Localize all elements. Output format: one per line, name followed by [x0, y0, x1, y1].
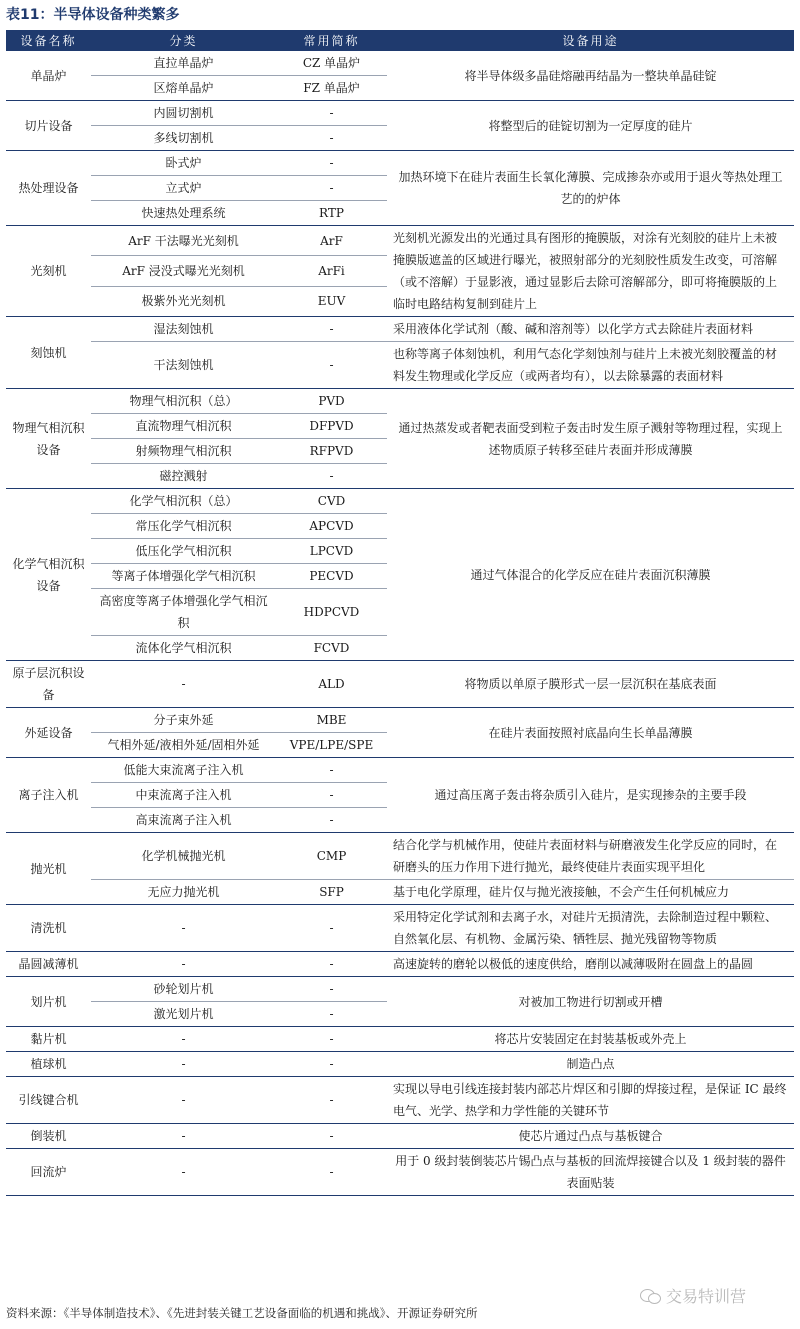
abbreviation-cell: - — [276, 126, 387, 151]
equipment-name: 化学气相沉积设备 — [6, 489, 91, 661]
table-row — [6, 905, 794, 952]
header-cell: 设备名称 — [6, 30, 91, 51]
equipment-name: 离子注入机 — [6, 758, 91, 833]
equipment-name: 刻蚀机 — [6, 317, 91, 389]
abbreviation-cell: - — [276, 1124, 387, 1149]
abbreviation-cell: - — [276, 101, 387, 126]
category-cell: 磁控溅射 — [91, 464, 276, 489]
abbreviation-cell: - — [276, 151, 387, 176]
equipment-name: 物理气相沉积设备 — [6, 389, 91, 489]
table-row — [6, 389, 794, 414]
category-cell: 卧式炉 — [91, 151, 276, 176]
category-cell: - — [91, 905, 276, 952]
table-row — [6, 833, 794, 880]
equipment-name: 热处理设备 — [6, 151, 91, 226]
equipment-name: 回流炉 — [6, 1149, 91, 1196]
abbreviation-cell: - — [276, 783, 387, 808]
usage-cell: 采用液体化学试剂（酸、碱和溶剂等）以化学方式去除硅片表面材料 — [387, 317, 794, 342]
abbreviation-cell: VPE/LPE/SPE — [276, 733, 387, 758]
abbreviation-cell: LPCVD — [276, 539, 387, 564]
category-cell: 中束流离子注入机 — [91, 783, 276, 808]
equipment-name: 植球机 — [6, 1052, 91, 1077]
wechat-icon — [640, 1287, 662, 1305]
abbreviation-cell: - — [276, 758, 387, 783]
table-row — [6, 1052, 794, 1077]
category-cell: 多线切割机 — [91, 126, 276, 151]
category-cell: 高密度等离子体增强化学气相沉积 — [91, 589, 276, 636]
usage-cell: 基于电化学原理，硅片仅与抛光液接触，不会产生任何机械应力 — [387, 880, 794, 905]
table-row — [6, 51, 794, 76]
usage-cell: 将物质以单原子膜形式一层一层沉积在基底表面 — [387, 661, 794, 708]
abbreviation-cell: CZ 单晶炉 — [302, 56, 361, 70]
abbreviation-cell: ArFi — [276, 256, 387, 286]
equipment-name: 清洗机 — [6, 905, 91, 952]
usage-cell: 通过热蒸发或者靶表面受到粒子轰击时发生原子溅射等物理过程，实现上述物质原子转移至硅片表面并形成薄膜 — [387, 389, 794, 489]
abbreviation-cell: - — [276, 1052, 387, 1077]
abbreviation-cell: PECVD — [276, 564, 387, 589]
table-row — [6, 952, 794, 977]
category-cell: 极紫外光光刻机 — [91, 286, 276, 316]
usage-cell: 也称等离子体刻蚀机，利用气态化学刻蚀剂与硅片上未被光刻胶覆盖的材料发生物理或化学反应（或两者均有），以去除暴露的表面材料 — [387, 342, 794, 389]
usage-cell: 将整型后的硅锭切割为一定厚度的硅片 — [387, 101, 794, 151]
table-row — [6, 151, 794, 176]
equipment-name: 光刻机 — [6, 226, 91, 317]
header-row — [6, 30, 794, 51]
equipment-name: 引线键合机 — [6, 1077, 91, 1124]
category-cell: - — [91, 1149, 276, 1196]
abbreviation-cell: DFPVD — [276, 414, 387, 439]
abbreviation-cell: RTP — [276, 201, 387, 226]
category-cell: 直拉单晶炉 — [153, 56, 214, 70]
usage-cell: 将芯片安装固定在封装基板或外壳上 — [387, 1027, 794, 1052]
watermark — [640, 1284, 746, 1307]
abbreviation-cell: - — [276, 905, 387, 952]
equipment-name: 切片设备 — [6, 101, 91, 151]
usage-cell: 实现以导电引线连接封装内部芯片焊区和引脚的焊接过程，是保证 IC 最终电气、光学、热学和力学性能的关键环节 — [387, 1077, 794, 1124]
category-cell: 立式炉 — [91, 176, 276, 201]
header-cell: 常用简称 — [276, 30, 387, 51]
abbreviation-cell: - — [276, 977, 387, 1002]
equipment-table — [6, 30, 794, 1196]
table-row — [6, 1124, 794, 1149]
equipment-name: 晶圆减薄机 — [6, 952, 91, 977]
abbreviation-cell: CMP — [276, 833, 387, 880]
category-cell: - — [91, 952, 276, 977]
abbreviation-cell: SFP — [276, 880, 387, 905]
table-row — [6, 101, 794, 126]
category-cell: 低压化学气相沉积 — [91, 539, 276, 564]
abbreviation-cell: HDPCVD — [276, 589, 387, 636]
category-cell: - — [91, 1027, 276, 1052]
category-cell: - — [91, 661, 276, 708]
category-cell: 干法刻蚀机 — [91, 342, 276, 389]
usage-cell: 对被加工物进行切割或开槽 — [387, 977, 794, 1027]
category-cell: 常压化学气相沉积 — [91, 514, 276, 539]
category-cell: - — [91, 1124, 276, 1149]
abbreviation-cell: - — [276, 1149, 387, 1196]
category-cell: 快速热处理系统 — [91, 201, 276, 226]
usage-cell: 光刻机光源发出的光通过具有图形的掩膜版，对涂有光刻胶的硅片上未被掩膜版遮盖的区域进行曝光，被照射部分的光刻胶性质发生改变，可溶解（或不溶解）于显影液，通过显影后去除可溶解部分，即可将掩膜版的上临时电路结构复制到硅片上 — [387, 226, 794, 317]
category-cell: 无应力抛光机 — [91, 880, 276, 905]
table-row — [6, 1077, 794, 1124]
category-cell: 气相外延/液相外延/固相外延 — [91, 733, 276, 758]
category-cell: 物理气相沉积（总） — [91, 389, 276, 414]
equipment-name: 外延设备 — [6, 708, 91, 758]
header-cell: 分类 — [91, 30, 276, 51]
usage-cell: 高速旋转的磨轮以极低的速度供给，磨削以减薄吸附在圆盘上的晶圆 — [387, 952, 794, 977]
abbreviation-cell: MBE — [276, 708, 387, 733]
category-cell: 激光划片机 — [91, 1002, 276, 1027]
category-cell: 化学机械抛光机 — [91, 833, 276, 880]
equipment-name: 倒装机 — [6, 1124, 91, 1149]
usage-cell: 加热环境下在硅片表面生长氧化薄膜、完成掺杂亦或用于退火等热处理工艺的的炉体 — [387, 151, 794, 226]
category-cell: 化学气相沉积（总） — [91, 489, 276, 514]
table-row — [6, 226, 794, 256]
equipment-name: 划片机 — [6, 977, 91, 1027]
abbreviation-cell: ArF — [276, 226, 387, 256]
usage-cell: 在硅片表面按照衬底晶向生长单晶薄膜 — [387, 708, 794, 758]
table-row — [6, 977, 794, 1002]
abbreviation-cell: PVD — [276, 389, 387, 414]
equipment-name: 单晶炉 — [30, 68, 67, 83]
category-cell: 高束流离子注入机 — [91, 808, 276, 833]
equipment-name: 原子层沉积设备 — [6, 661, 91, 708]
source-note: 资料来源：《半导体制造技术》、《先进封装关键工艺设备面临的机遇和挑战》、开源证券研究所 — [6, 1306, 478, 1320]
abbreviation-cell: APCVD — [276, 514, 387, 539]
table-row — [6, 708, 794, 733]
category-cell: 分子束外延 — [91, 708, 276, 733]
table-row — [6, 1027, 794, 1052]
table-row — [6, 661, 794, 708]
equipment-name: 抛光机 — [6, 833, 91, 905]
equipment-name: 黏片机 — [6, 1027, 91, 1052]
category-cell: 流体化学气相沉积 — [91, 636, 276, 661]
usage-cell: 通过气体混合的化学反应在硅片表面沉积薄膜 — [387, 489, 794, 661]
abbreviation-cell: CVD — [276, 489, 387, 514]
abbreviation-cell: - — [276, 317, 387, 342]
abbreviation-cell: RFPVD — [276, 439, 387, 464]
abbreviation-cell: - — [276, 1002, 387, 1027]
usage-cell: 用于 0 级封装倒装芯片锡凸点与基板的回流焊接键合以及 1 级封装的器件表面贴装 — [387, 1149, 794, 1196]
usage-cell: 结合化学与机械作用，使硅片表面材料与研磨液发生化学反应的同时，在研磨头的压力作用下进行抛光，最终使硅片表面实现平坦化 — [387, 833, 794, 880]
category-cell: 区熔单晶炉 — [91, 76, 276, 101]
abbreviation-cell: FZ 单晶炉 — [276, 76, 387, 101]
header-cell: 设备用途 — [387, 30, 794, 51]
category-cell: 直流物理气相沉积 — [91, 414, 276, 439]
table-row — [6, 489, 794, 514]
usage-cell: 采用特定化学试剂和去离子水，对硅片无损清洗，去除制造过程中颗粒、自然氧化层、有机物、金属污染、牺牲层、抛光残留物等物质 — [387, 905, 794, 952]
abbreviation-cell: - — [276, 464, 387, 489]
table-row — [6, 880, 794, 905]
watermark-text: 交易特训营 — [666, 1287, 747, 1306]
table-title: 表11：半导体设备种类繁多 — [6, 7, 180, 23]
usage-cell: 制造凸点 — [387, 1052, 794, 1077]
category-cell: ArF 干法曝光光刻机 — [91, 226, 276, 256]
category-cell: 湿法刻蚀机 — [91, 317, 276, 342]
table-row — [6, 1149, 794, 1196]
category-cell: 射频物理气相沉积 — [91, 439, 276, 464]
usage-cell: 使芯片通过凸点与基板键合 — [387, 1124, 794, 1149]
abbreviation-cell: - — [276, 952, 387, 977]
category-cell: - — [91, 1052, 276, 1077]
category-cell: 低能大束流离子注入机 — [91, 758, 276, 783]
abbreviation-cell: - — [276, 1077, 387, 1124]
abbreviation-cell: - — [276, 808, 387, 833]
abbreviation-cell: - — [276, 342, 387, 389]
abbreviation-cell: - — [276, 1027, 387, 1052]
category-cell: - — [91, 1077, 276, 1124]
table-row — [6, 758, 794, 783]
category-cell: ArF 浸没式曝光光刻机 — [91, 256, 276, 286]
abbreviation-cell: EUV — [276, 286, 387, 316]
abbreviation-cell: FCVD — [276, 636, 387, 661]
category-cell: 内圆切割机 — [91, 101, 276, 126]
usage-cell: 通过高压离子轰击将杂质引入硅片，是实现掺杂的主要手段 — [387, 758, 794, 833]
table-row — [6, 317, 794, 342]
table-row — [6, 342, 794, 389]
abbreviation-cell: ALD — [276, 661, 387, 708]
category-cell: 等离子体增强化学气相沉积 — [91, 564, 276, 589]
category-cell: 砂轮划片机 — [91, 977, 276, 1002]
abbreviation-cell: - — [276, 176, 387, 201]
usage-cell: 将半导体级多晶硅熔融再结晶为一整块单晶硅锭 — [464, 68, 717, 83]
